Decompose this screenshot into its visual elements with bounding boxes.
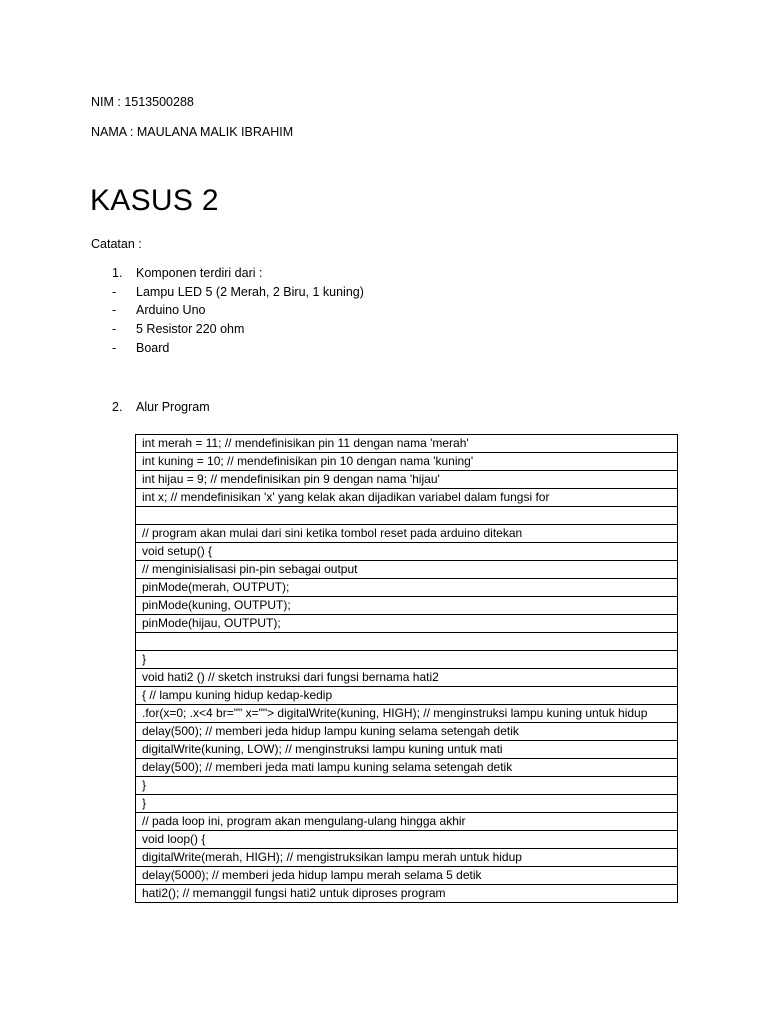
table-row: [136, 867, 678, 885]
list-2-heading-text: Alur Program: [136, 400, 210, 414]
code-cell: }: [136, 651, 678, 669]
code-cell: digitalWrite(merah, HIGH); // mengistruksikan lampu merah untuk hidup: [136, 849, 678, 867]
code-cell: void loop() {: [136, 831, 678, 849]
code-cell: [136, 633, 678, 651]
list-item-marker: -: [112, 303, 117, 317]
list-item-text: Board: [136, 341, 170, 355]
table-row: [136, 723, 678, 741]
code-cell: delay(5000); // memberi jeda hidup lampu merah selama 5 detik: [136, 867, 678, 885]
table-row: [136, 759, 678, 777]
table-row: [136, 453, 678, 471]
table-row: [136, 525, 678, 543]
list-item-marker: -: [112, 341, 117, 355]
code-cell: int kuning = 10; // mendefinisikan pin 10 dengan nama 'kuning': [136, 453, 678, 471]
table-row: [136, 597, 678, 615]
table-row: [136, 831, 678, 849]
table-row: [136, 579, 678, 597]
table-row: [136, 813, 678, 831]
code-cell: hati2(); // memanggil fungsi hati2 untuk diproses program: [136, 885, 678, 903]
table-row: [136, 795, 678, 813]
table-row: [136, 471, 678, 489]
list-item-text: Arduino Uno: [136, 303, 206, 317]
table-row: [136, 705, 678, 723]
list-item-marker: -: [112, 322, 117, 336]
table-row: [136, 849, 678, 867]
code-cell: void hati2 () // sketch instruksi dari fungsi bernama hati2: [136, 669, 678, 687]
code-cell: int x; // mendefinisikan 'x' yang kelak akan dijadikan variabel dalam fungsi for: [136, 489, 678, 507]
nama-line: NAMA : MAULANA MALIK IBRAHIM: [91, 125, 294, 139]
code-cell: pinMode(hijau, OUTPUT);: [136, 615, 678, 633]
code-cell: delay(500); // memberi jeda hidup lampu kuning selama setengah detik: [136, 723, 678, 741]
code-cell: pinMode(merah, OUTPUT);: [136, 579, 678, 597]
list-1-heading-text: Komponen terdiri dari :: [136, 266, 263, 280]
code-cell: pinMode(kuning, OUTPUT);: [136, 597, 678, 615]
table-row: [136, 633, 678, 651]
code-cell: }: [136, 777, 678, 795]
code-cell: // menginisialisasi pin-pin sebagai output: [136, 561, 678, 579]
table-row: [136, 669, 678, 687]
list-item-marker: -: [112, 285, 117, 299]
table-row: [136, 561, 678, 579]
list-item: [112, 302, 206, 318]
nim-line: NIM : 1513500288: [91, 95, 194, 109]
table-row: [136, 489, 678, 507]
list-1-number: 1.: [112, 266, 123, 280]
code-cell: void setup() {: [136, 543, 678, 561]
table-row: [136, 741, 678, 759]
table-row: [136, 885, 678, 903]
table-row: [136, 507, 678, 525]
table-row: [136, 615, 678, 633]
code-table: [135, 434, 678, 903]
table-row: [136, 543, 678, 561]
code-cell: }: [136, 795, 678, 813]
list-1-heading: [112, 265, 262, 281]
code-cell: digitalWrite(kuning, LOW); // menginstruksi lampu kuning untuk mati: [136, 741, 678, 759]
list-item: [112, 321, 244, 337]
code-cell: [136, 507, 678, 525]
list-item-text: Lampu LED 5 (2 Merah, 2 Biru, 1 kuning): [136, 285, 364, 299]
table-row: [136, 651, 678, 669]
code-cell: // program akan mulai dari sini ketika tombol reset pada arduino ditekan: [136, 525, 678, 543]
table-row: [136, 777, 678, 795]
code-cell: // pada loop ini, program akan mengulang-ulang hingga akhir: [136, 813, 678, 831]
code-cell: delay(500); // memberi jeda mati lampu kuning selama setengah detik: [136, 759, 678, 777]
list-item: [112, 340, 169, 356]
list-2-number: 2.: [112, 400, 123, 414]
table-row: [136, 435, 678, 453]
code-cell: { // lampu kuning hidup kedap-kedip: [136, 687, 678, 705]
code-cell: int hijau = 9; // mendefinisikan pin 9 dengan nama 'hijau': [136, 471, 678, 489]
code-cell: .for(x=0; .x<4 br="" x=""> digitalWrite(kuning, HIGH); // menginstruksi lampu kuning untuk hidup: [136, 705, 678, 723]
list-item: [112, 284, 364, 300]
page-title: KASUS 2: [90, 184, 219, 217]
list-item-text: 5 Resistor 220 ohm: [136, 322, 245, 336]
list-2-heading: [112, 399, 210, 415]
catatan-label: Catatan :: [91, 237, 142, 251]
code-cell: int merah = 11; // mendefinisikan pin 11 dengan nama 'merah': [136, 435, 678, 453]
table-row: [136, 687, 678, 705]
